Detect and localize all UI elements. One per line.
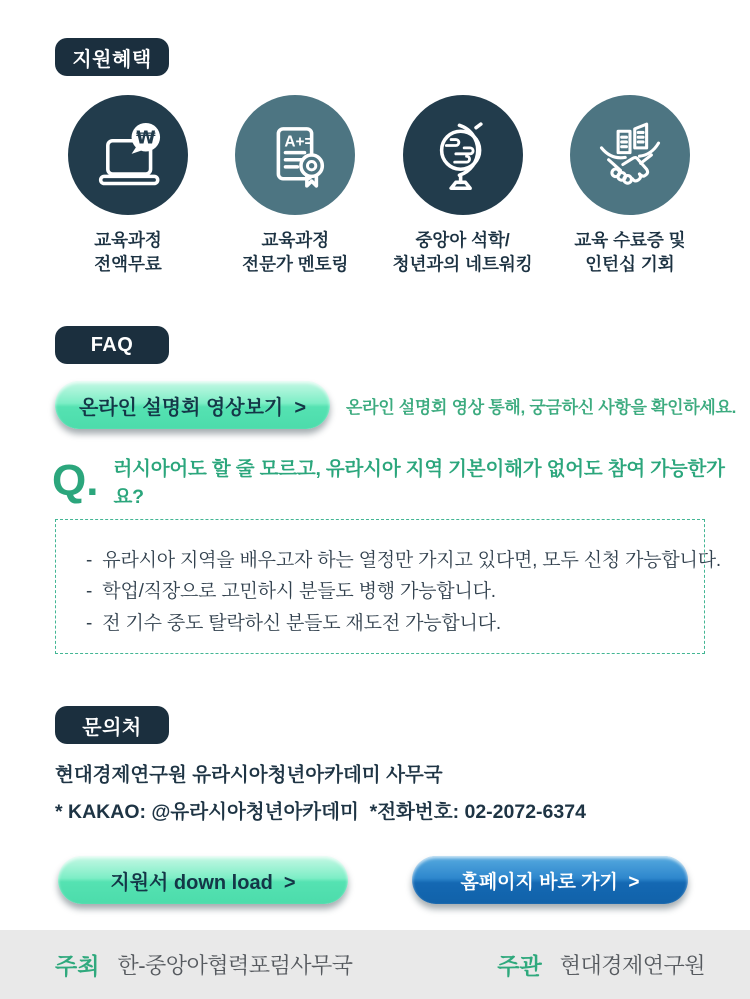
contact-office: 현대경제연구원 유라시아청년아카데미 사무국 — [55, 764, 443, 787]
globe-icon-circle — [403, 95, 523, 215]
answer-line: - 전 기수 중도 탈락하신 분들도 재도전 가능합니다. — [86, 612, 501, 634]
footer — [0, 930, 750, 999]
benefits-icons-row — [0, 95, 750, 276]
certificate-icon-circle — [235, 95, 355, 215]
svg-text:₩: ₩ — [135, 127, 156, 149]
question-row — [0, 453, 750, 509]
handshake-icon — [592, 117, 668, 193]
host-group — [55, 948, 353, 981]
video-description: 온라인 설명회 영상 통해, 궁금하신 사항을 확인하세요. — [346, 397, 737, 417]
benefit-label: 교육과정 전액무료 — [94, 230, 162, 275]
handshake-icon-circle — [570, 95, 690, 215]
q-mark: Q. — [52, 456, 99, 506]
answer-box — [55, 519, 721, 654]
contact-section — [0, 706, 750, 824]
organizer-value: 현대경제연구원 — [559, 953, 705, 978]
certificate-icon — [257, 117, 333, 193]
actions-row — [0, 856, 750, 904]
answer-line: - 유라시아 지역을 배우고자 하는 열정만 가지고 있다면, 모두 신청 가능합니다. — [86, 550, 721, 572]
laptop-won-icon-circle — [68, 95, 188, 215]
organizer-group — [497, 948, 705, 981]
video-row — [0, 381, 750, 429]
laptop-won-icon — [90, 117, 166, 193]
svg-text:A+=: A+= — [284, 133, 314, 151]
benefit-label: 중앙아 석학/ 청년과의 네트워킹 — [392, 230, 533, 275]
benefits-section — [0, 0, 750, 276]
benefit-label: 교육 수료증 및 인턴십 기회 — [574, 230, 686, 275]
faq-badge: FAQ — [55, 326, 169, 364]
globe-icon — [425, 117, 501, 193]
benefit-item-networking — [385, 95, 541, 276]
online-session-video-button[interactable]: 온라인 설명회 영상보기 > — [55, 381, 330, 429]
answer-line: - 학업/직장으로 고민하시 분들도 병행 가능합니다. — [86, 581, 496, 603]
benefits-badge: 지원혜택 — [55, 38, 169, 76]
contact-badge: 문의처 — [55, 706, 169, 744]
benefit-label: 교육과정 전문가 멘토링 — [242, 230, 349, 275]
faq-section — [0, 326, 750, 654]
question-text: 러시아어도 할 줄 모르고, 유라시아 지역 기본이해가 없어도 참여 가능한가요? — [113, 458, 725, 509]
organizer-label: 주관 — [497, 953, 542, 979]
benefit-item-internship — [552, 95, 708, 276]
application-download-button[interactable]: 지원서 down load > — [58, 856, 348, 904]
host-label: 주최 — [55, 953, 100, 979]
host-value: 한-중앙아협력포럼사무국 — [117, 953, 353, 978]
benefit-item-mentoring — [217, 95, 373, 276]
benefit-item-free-tuition — [50, 95, 206, 276]
contact-kakao-phone: * KAKAO: @유라시아청년아카데미 *전화번호: 02-2072-6374 — [55, 801, 586, 824]
homepage-link-button[interactable]: 홈페이지 바로 가기 > — [412, 856, 688, 904]
